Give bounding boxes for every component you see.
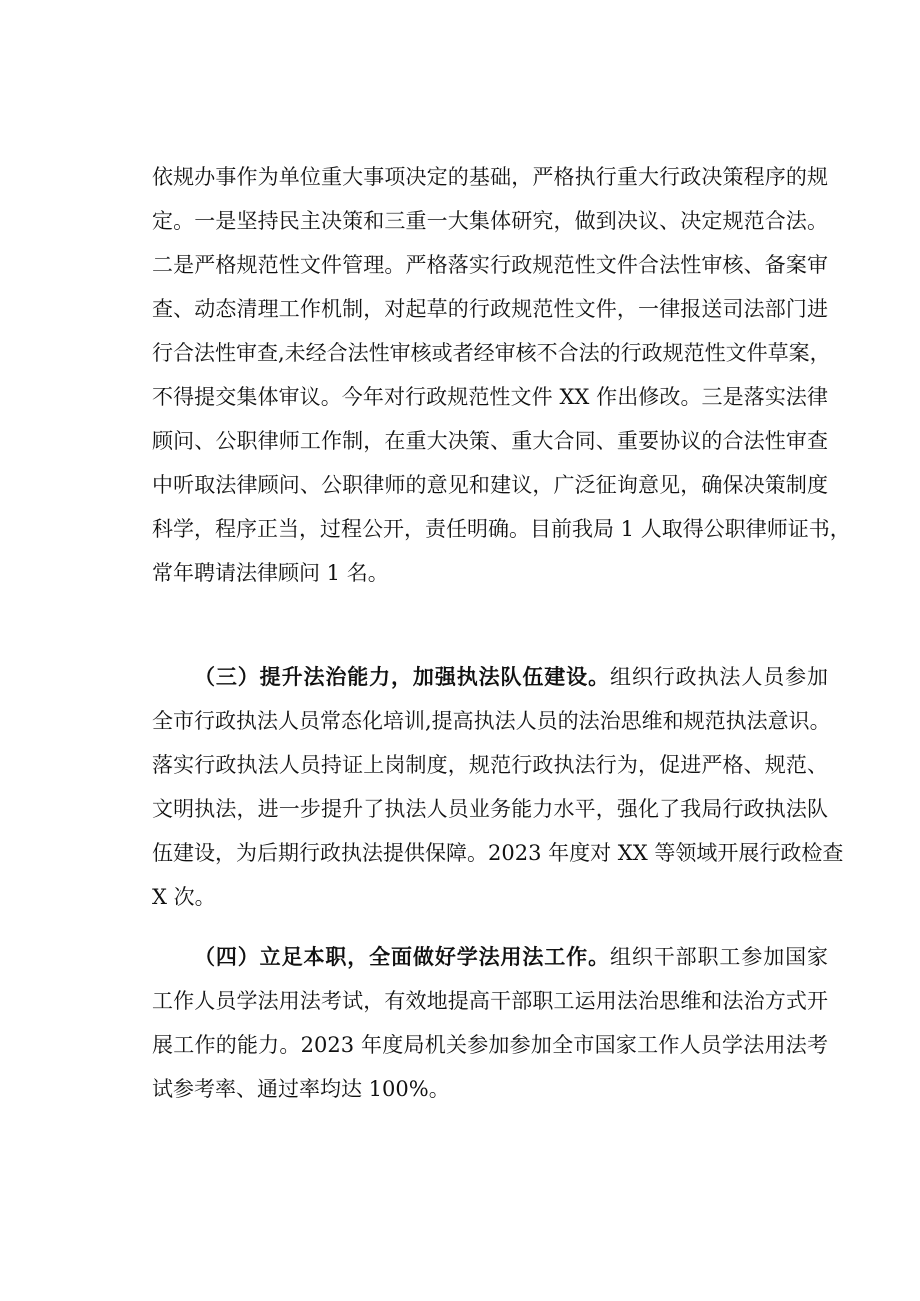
- text-line: 不得提交集体审议。今年对行政规范性文件 XX 作出修改。三是落实法律: [152, 385, 828, 409]
- text-line: [194, 943, 828, 971]
- text-line: 二是严格规范性文件管理。严格落实行政规范性文件合法性审核、备案审: [152, 253, 828, 277]
- text-line: 中听取法律顾问、公职律师的意见和建议，广泛征询意见，确保决策制度: [152, 473, 828, 497]
- text-span: 组织行政执法人员参加: [609, 665, 829, 689]
- text-line: 行合法性审查,未经合法性审核或者经审核不合法的行政规范性文件草案，: [152, 341, 831, 365]
- section-heading: （四）立足本职，全面做好学法用法工作。: [194, 944, 610, 969]
- section-heading: （三）提升法治能力，加强执法队伍建设。: [194, 664, 610, 689]
- text-line: 伍建设，为后期行政执法提供保障。2023 年度对 XX 等领域开展行政检查: [152, 841, 844, 865]
- text-line: 展工作的能力。2023 年度局机关参加参加全市国家工作人员学法用法考: [152, 1033, 828, 1057]
- text-line: 顾问、公职律师工作制，在重大决策、重大合同、重要协议的合法性审查: [152, 429, 828, 453]
- text-line: 依规办事作为单位重大事项决定的基础，严格执行重大行政决策程序的规: [152, 165, 828, 189]
- text-line: 常年聘请法律顾问 1 名。: [152, 561, 389, 585]
- text-line: 查、动态清理工作机制，对起草的行政规范性文件，一律报送司法部门进: [152, 297, 828, 321]
- text-line: [194, 663, 828, 691]
- text-span: 组织干部职工参加国家: [609, 945, 829, 969]
- text-line: 科学，程序正当，过程公开，责任明确。目前我局 1 人取得公职律师证书，: [152, 517, 851, 541]
- text-line: 试参考率、通过率均达 100%。: [152, 1077, 450, 1101]
- text-line: 定。一是坚持民主决策和三重一大集体研究，做到决议、决定规范合法。: [152, 209, 828, 233]
- text-line: X 次。: [152, 885, 216, 909]
- text-line: 全市行政执法人员常态化培训,提高执法人员的法治思维和规范执法意识。: [152, 709, 831, 733]
- text-line: 落实行政执法人员持证上岗制度，规范行政执法行为，促进严格、规范、: [152, 753, 828, 777]
- text-line: 文明执法，进一步提升了执法人员业务能力水平，强化了我局行政执法队: [152, 797, 828, 821]
- text-line: 工作人员学法用法考试，有效地提高干部职工运用法治思维和法治方式开: [152, 989, 828, 1013]
